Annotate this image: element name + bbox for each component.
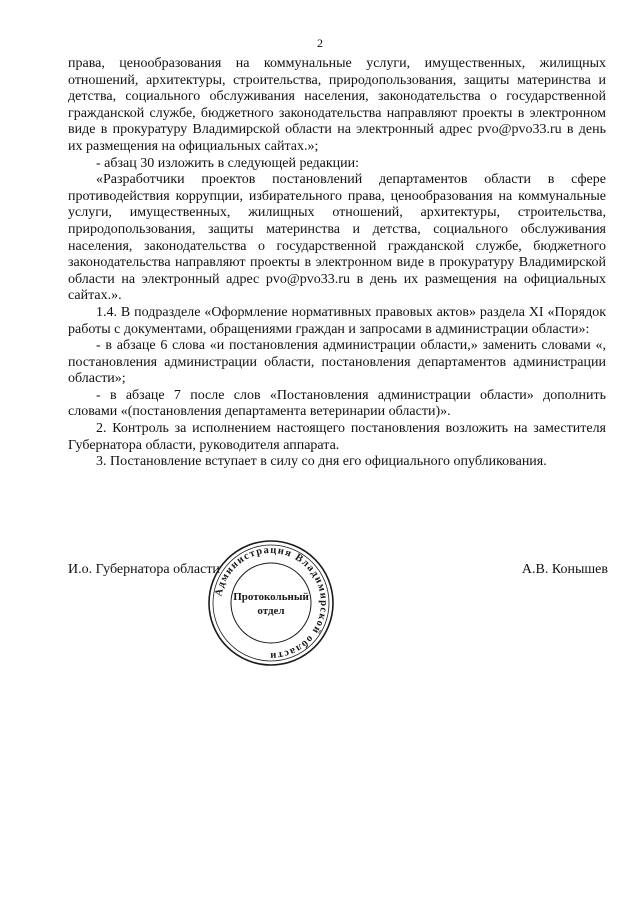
paragraph: права, ценообразования на коммунальные услуги, имущественных, жилищных отношений, архитектуры, строительства, природопользования, защиты материнства и детства, социального обслуживания населения, законодательства о государственной гражданской службе, бюджетного законодательства направляют проекты в электронном виде в прокуратуру Владимирской области на электронный адрес pvo@pvo33.ru в день их размещения на официальных сайтах.»;: [68, 56, 606, 154]
paragraph: 3. Постановление вступает в силу со дня его официального опубликования.: [96, 454, 547, 470]
stamp-center-line1: Протокольный: [233, 591, 309, 603]
paragraph: 1.4. В подразделе «Оформление нормативных правовых актов» раздела XI «Порядок работы с документами, обращениями граждан и запросами в администрации области»:: [68, 304, 606, 337]
paragraph: «Разработчики проектов постановлений департаментов области в сфере противодействия коррупции, избирательного права, ценообразования на коммунальные услуги, имущественных, жилищных отношений, архитектуры, строительства, природопользования, защиты материнства и детства, социального обслуживания населения, законодательства о государственной гражданской службе, бюджетного законодательства направляют проекты в электронном виде в прокуратуру Владимирской области на электронный адрес pvo@pvo33.ru в день их размещения на официальных сайтах.».: [68, 172, 606, 304]
document-body: [68, 56, 606, 471]
signatory-title: И.о. Губернатора области: [68, 562, 220, 577]
paragraph: 2. Контроль за исполнением настоящего постановления возложить на заместителя Губернатора области, руководителя аппарата.: [68, 421, 606, 453]
stamp-center-line2: отдел: [257, 605, 285, 617]
page-number: 2: [317, 36, 323, 50]
paragraph: - абзац 30 изложить в следующей редакции:: [96, 155, 360, 171]
signatory-name: А.В. Конышев: [521, 562, 608, 577]
paragraph: - в абзаце 6 слова «и постановления администрации области,» заменить словами «, постановления администрации области, постановления департаментов администрации области»;: [68, 338, 606, 387]
official-stamp: [206, 538, 336, 668]
paragraph: - в абзаце 7 после слов «Постановления администрации области» дополнить словами «(постановления департамента ветеринарии области)».: [68, 387, 606, 420]
stamp-ring-text: Администрация Владимирской области: [213, 544, 330, 662]
